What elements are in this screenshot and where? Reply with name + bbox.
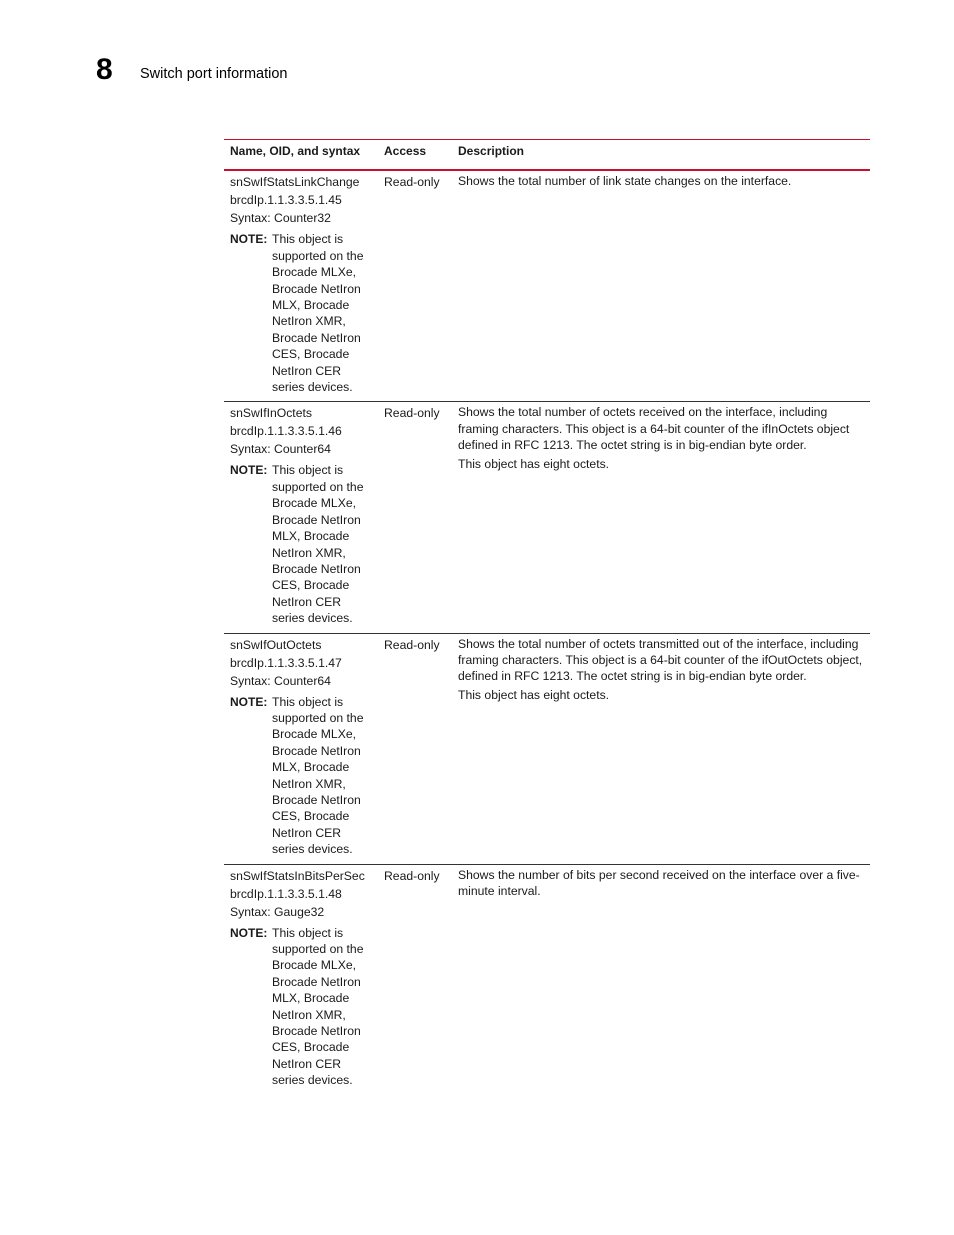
object-oid: brcdIp.1.1.3.3.5.1.47 — [230, 655, 342, 670]
chapter-title: Switch port information — [140, 66, 288, 82]
description-cell — [452, 170, 870, 402]
name-cell — [224, 402, 378, 633]
description-text: This object has eight octets. — [458, 456, 610, 471]
table-row — [224, 633, 870, 864]
description-text: Shows the total number of link state changes on the interface. — [458, 174, 792, 189]
name-cell — [224, 864, 378, 1095]
chapter-number: 8 — [96, 53, 113, 86]
description-text: Shows the total number of octets transmitted out of the interface, including framing characters. This object is a 64-bit counter of the ifOutOctets object, defined in RFC 1213. The octet string is in big-endian byte order. — [458, 636, 863, 684]
note-text: This object is supported on the Brocade MLXe, Brocade NetIron MLX, Brocade NetIron XMR, Brocade NetIron CES, Brocade NetIron CER series devices. — [272, 463, 364, 626]
object-syntax: Syntax: Counter64 — [230, 673, 331, 688]
column-header-description: Description — [458, 144, 525, 158]
object-oid: brcdIp.1.1.3.3.5.1.48 — [230, 886, 342, 901]
description-text: Shows the total number of octets received on the interface, including framing characters. This object is a 64-bit counter of the ifInOctets object defined in RFC 1213. The octet string is in big-endian byte order. — [458, 405, 850, 453]
column-header-name: Name, OID, and syntax — [230, 144, 361, 158]
description-text: This object has eight octets. — [458, 687, 610, 702]
note-label: NOTE: — [230, 694, 268, 709]
note-label: NOTE: — [230, 925, 268, 940]
mib-objects-table — [224, 139, 870, 1095]
table-row — [224, 170, 870, 402]
access-cell: Read-only — [384, 868, 440, 883]
description-text: Shows the number of bits per second received on the interface over a five-minute interval. — [458, 867, 860, 898]
table-row — [224, 864, 870, 1095]
note — [230, 462, 372, 626]
note-text: This object is supported on the Brocade MLXe, Brocade NetIron MLX, Brocade NetIron XMR, Brocade NetIron CES, Brocade NetIron CER series devices. — [272, 694, 364, 857]
note-label: NOTE: — [230, 232, 268, 247]
note — [230, 925, 372, 1089]
note — [230, 231, 372, 395]
note-text: This object is supported on the Brocade MLXe, Brocade NetIron MLX, Brocade NetIron XMR, Brocade NetIron CES, Brocade NetIron CER series devices. — [272, 232, 364, 395]
name-cell — [224, 633, 378, 864]
description-cell — [452, 864, 870, 1095]
access-cell: Read-only — [384, 175, 440, 190]
object-name: snSwIfOutOctets — [230, 637, 322, 652]
description-cell — [452, 402, 870, 633]
name-cell — [224, 170, 378, 402]
access-cell: Read-only — [384, 406, 440, 421]
access-cell: Read-only — [384, 637, 440, 652]
table-header-row — [224, 140, 870, 171]
note-label: NOTE: — [230, 463, 268, 478]
object-syntax: Syntax: Gauge32 — [230, 904, 325, 919]
description-cell — [452, 633, 870, 864]
object-name: snSwIfInOctets — [230, 406, 312, 421]
object-name: snSwIfStatsLinkChange — [230, 175, 360, 190]
note-text: This object is supported on the Brocade MLXe, Brocade NetIron MLX, Brocade NetIron XMR, Brocade NetIron CES, Brocade NetIron CER series devices. — [272, 925, 364, 1088]
table-row — [224, 402, 870, 633]
column-header-access: Access — [384, 144, 427, 158]
object-name: snSwIfStatsInBitsPerSec — [230, 868, 365, 883]
note — [230, 694, 372, 858]
object-syntax: Syntax: Counter64 — [230, 442, 331, 457]
object-oid: brcdIp.1.1.3.3.5.1.46 — [230, 424, 342, 439]
object-syntax: Syntax: Counter32 — [230, 211, 331, 226]
object-oid: brcdIp.1.1.3.3.5.1.45 — [230, 193, 342, 208]
